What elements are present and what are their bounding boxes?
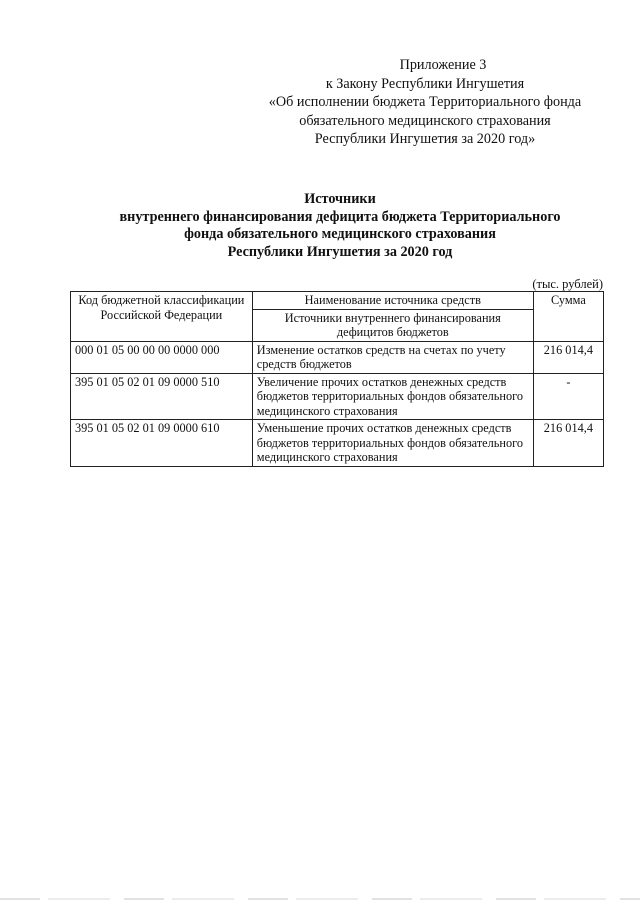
document-title [60,191,620,261]
title-line: Источники [304,191,376,207]
row-sum: - [533,373,603,420]
table-row [71,420,604,467]
row-name: Изменение остатков средств на счетах по учету средств бюджетов [252,341,533,373]
row-code: 395 01 05 02 01 09 0000 610 [71,420,253,467]
scan-artifact [0,898,640,900]
title-line: фонда обязательного медицинского страхования [184,226,496,242]
header-code: Код бюджетной классификации Российской Федерации [71,292,253,342]
row-code: 395 01 05 02 01 09 0000 510 [71,373,253,420]
header-sum: Сумма [533,292,603,342]
row-sum: 216 014,4 [533,420,603,467]
row-name: Увеличение прочих остатков денежных средств бюджетов территориальных фондов обязательного медицинского страхования [252,373,533,420]
table-row [71,341,604,373]
table-row [71,373,604,420]
appendix-line: к Закону Республики Ингушетия [325,75,525,92]
row-sum: 216 014,4 [533,341,603,373]
appendix-header [240,56,610,149]
appendix-line: «Об исполнении бюджета Территориального фонда [268,94,582,110]
header-name-sub: Источники внутреннего финансирования дефицитов бюджетов [252,309,533,341]
title-line: Республики Ингушетия за 2020 год [227,243,453,260]
appendix-line: обязательного медицинского страхования [299,112,551,129]
sources-table [70,291,604,467]
appendix-line: Республики Ингушетия за 2020 год» [314,131,536,147]
row-code: 000 01 05 00 00 00 0000 000 [71,341,253,373]
title-line: внутреннего финансирования дефицита бюджета Территориального [119,208,561,225]
appendix-line: Приложение 3 [399,57,487,73]
row-name: Уменьшение прочих остатков денежных средств бюджетов территориальных фондов обязательного медицинского страхования [252,420,533,467]
table-header-row [71,292,604,310]
header-name: Наименование источника средств [252,292,533,310]
units-label: (тыс. рублей) [532,277,603,291]
